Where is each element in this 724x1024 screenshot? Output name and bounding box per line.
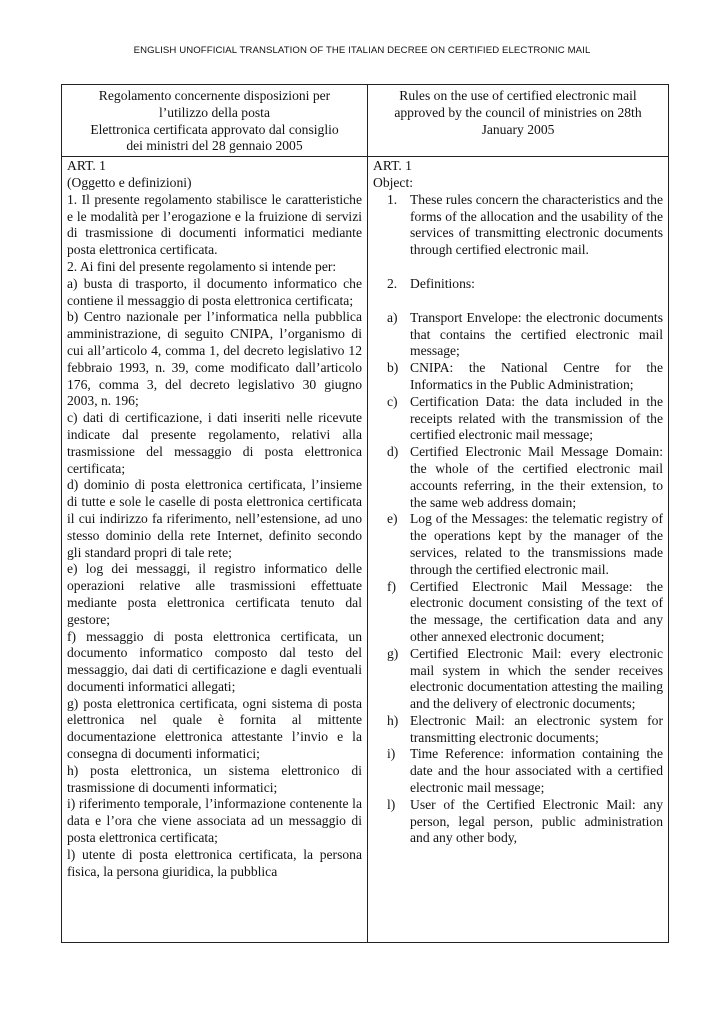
- definition-item: [373, 360, 663, 394]
- list-marker: 2.: [387, 275, 398, 291]
- list-item: [373, 276, 663, 293]
- italian-definition: d) dominio di posta elettronica certificata, l’insieme di tutte e sole le caselle di posta elettronica certificata il cui indirizzo fa riferimento, nell’estensione, ad uno stesso dominio della rete Internet, definito secondo gli standard propri di tale rete;: [67, 477, 362, 560]
- spacer: [373, 293, 663, 310]
- italian-paragraph: 1. Il presente regolamento stabilisce le caratteristiche e le modalità per l’erogazione e la fruizione di servizi di trasmissione di documenti informatici mediante posta elettronica certificata.: [67, 191, 362, 258]
- italian-definition: e) log dei messaggi, il registro informatico delle operazioni relative alle trasmissioni effettuate mediante posta elettronica certificata tenuto dal gestore;: [67, 561, 362, 627]
- italian-title-line: Regolamento concernente disposizioni per: [98, 88, 331, 103]
- english-article-number: ART. 1: [373, 158, 412, 174]
- english-title-line: approved by the council of ministries on 28th: [394, 104, 642, 120]
- definition-text: CNIPA: the National Centre for the Informatics in the Public Administration;: [410, 360, 663, 392]
- definition-item: [373, 646, 663, 713]
- italian-article-number: ART. 1: [67, 158, 106, 174]
- list-item-text: Definitions:: [410, 275, 475, 291]
- definition-marker: c): [387, 393, 398, 409]
- definition-marker: h): [387, 712, 399, 728]
- english-title-line: Rules on the use of certified electronic mail: [399, 88, 637, 103]
- definition-item: [373, 713, 663, 747]
- definition-item: [373, 310, 663, 360]
- translation-table: [61, 84, 669, 943]
- list-marker: 1.: [387, 191, 398, 207]
- definition-item: [373, 394, 663, 444]
- definition-item: [373, 511, 663, 578]
- definition-marker: g): [387, 645, 399, 661]
- italian-definition: l) utente di posta elettronica certificata, la persona fisica, la persona giuridica, la pubblica: [67, 846, 362, 879]
- italian-definition: c) dati di certificazione, i dati inseriti nelle ricevute indicate dal presente regolamento, relativi alla trasmissione del messaggio di posta elettronica certificata;: [67, 410, 362, 476]
- definition-text: Log of the Messages: the telematic registry of the operations kept by the manager of the services, related to the transmissions made through the certified electronic mail.: [410, 511, 663, 577]
- english-title-cell: [368, 85, 669, 157]
- definition-marker: i): [387, 746, 396, 762]
- definition-marker: a): [387, 309, 398, 325]
- document-header: ENGLISH UNOFFICIAL TRANSLATION OF THE ITALIAN DECREE ON CERTIFIED ELECTRONIC MAIL: [133, 45, 591, 56]
- italian-definition: g) posta elettronica certificata, ogni sistema di posta elettronica nel quale è fornita al mittente documentazione elettronica attestante l’invio e la consegna di documenti informatici;: [67, 695, 362, 762]
- definition-item: [373, 797, 663, 847]
- list-item-text: These rules concern the characteristics and the forms of the allocation and the usability of the services of transmitting electronic documents through certified electronic mail.: [410, 191, 663, 258]
- definition-text: User of the Certified Electronic Mail: any person, legal person, public administration and any other body,: [410, 796, 663, 846]
- english-numbered-list: [373, 276, 663, 293]
- italian-article-subtitle: (Oggetto e definizioni): [67, 174, 192, 190]
- definition-item: [373, 444, 663, 511]
- definition-text: Certified Electronic Mail: every electronic mail system in which the sender receives electronic documentation attesting the mailing and the delivery of electronic documents;: [410, 645, 663, 712]
- definition-text: Certified Electronic Mail Message: the electronic document consisting of the text of the message, the certification data and any other annexed electronic document;: [410, 578, 663, 644]
- italian-definition: a) busta di trasporto, il documento informatico che contiene il messaggio di posta elettronica certificata;: [67, 275, 362, 308]
- italian-definition: f) messaggio di posta elettronica certificata, un documento informatico composto dal testo del messaggio, dai dati di certificazione e dagli eventuali documenti informatici allegati;: [67, 628, 362, 694]
- definition-text: Time Reference: information containing the date and the hour associated with a certified electronic mail message;: [410, 746, 663, 796]
- italian-title-line: dei ministri del 28 gennaio 2005: [126, 138, 303, 154]
- italian-definition: i) riferimento temporale, l’informazione contenente la data e l’ora che viene associata ad un messaggio di posta elettronica certificata;: [67, 796, 362, 846]
- list-item: [373, 192, 663, 259]
- italian-definition: h) posta elettronica, un sistema elettronico di trasmissione di documenti informatici;: [67, 762, 362, 795]
- definition-marker: d): [387, 444, 399, 460]
- italian-title-cell: [62, 85, 368, 157]
- definition-item: [373, 746, 663, 796]
- definition-marker: b): [387, 360, 399, 376]
- table-body-row: [62, 157, 669, 943]
- definition-marker: f): [387, 578, 397, 594]
- italian-text-cell: [62, 157, 368, 943]
- table-header-row: [62, 85, 669, 157]
- italian-title-line: l’utilizzo della posta: [159, 104, 270, 120]
- english-definitions-list: [373, 310, 663, 848]
- english-title-line: January 2005: [481, 121, 555, 137]
- italian-title-line: Elettronica certificata approvato dal consiglio: [90, 121, 339, 137]
- definition-marker: l): [387, 796, 396, 812]
- definition-text: Electronic Mail: an electronic system for transmitting electronic documents;: [410, 712, 663, 745]
- definition-item: [373, 579, 663, 646]
- definition-text: Certified Electronic Mail Message Domain: the whole of the certified electronic mail accounts referring, in the their extension, to the same web address domain;: [410, 444, 663, 510]
- italian-paragraph: 2. Ai fini del presente regolamento si intende per:: [67, 258, 337, 274]
- definition-marker: e): [387, 511, 398, 527]
- english-numbered-list: [373, 192, 663, 259]
- definition-text: Certification Data: the data included in the receipts related with the transmission of the certified electronic mail message;: [410, 393, 663, 443]
- italian-definition: b) Centro nazionale per l’informatica nella pubblica amministrazione, di seguito CNIPA, l’organismo di cui all’articolo 4, comma 1, del decreto legislativo 12 febbraio 1993, n. 39, come modificato dall’articolo 176, comma 3, del decreto legislativo 30 giugno 2003, n. 196;: [67, 309, 362, 409]
- english-article-subtitle: Object:: [373, 174, 414, 190]
- spacer: [373, 259, 663, 276]
- english-text-cell: [368, 157, 669, 943]
- definition-text: Transport Envelope: the electronic documents that contains the certified electronic mail message;: [410, 309, 663, 359]
